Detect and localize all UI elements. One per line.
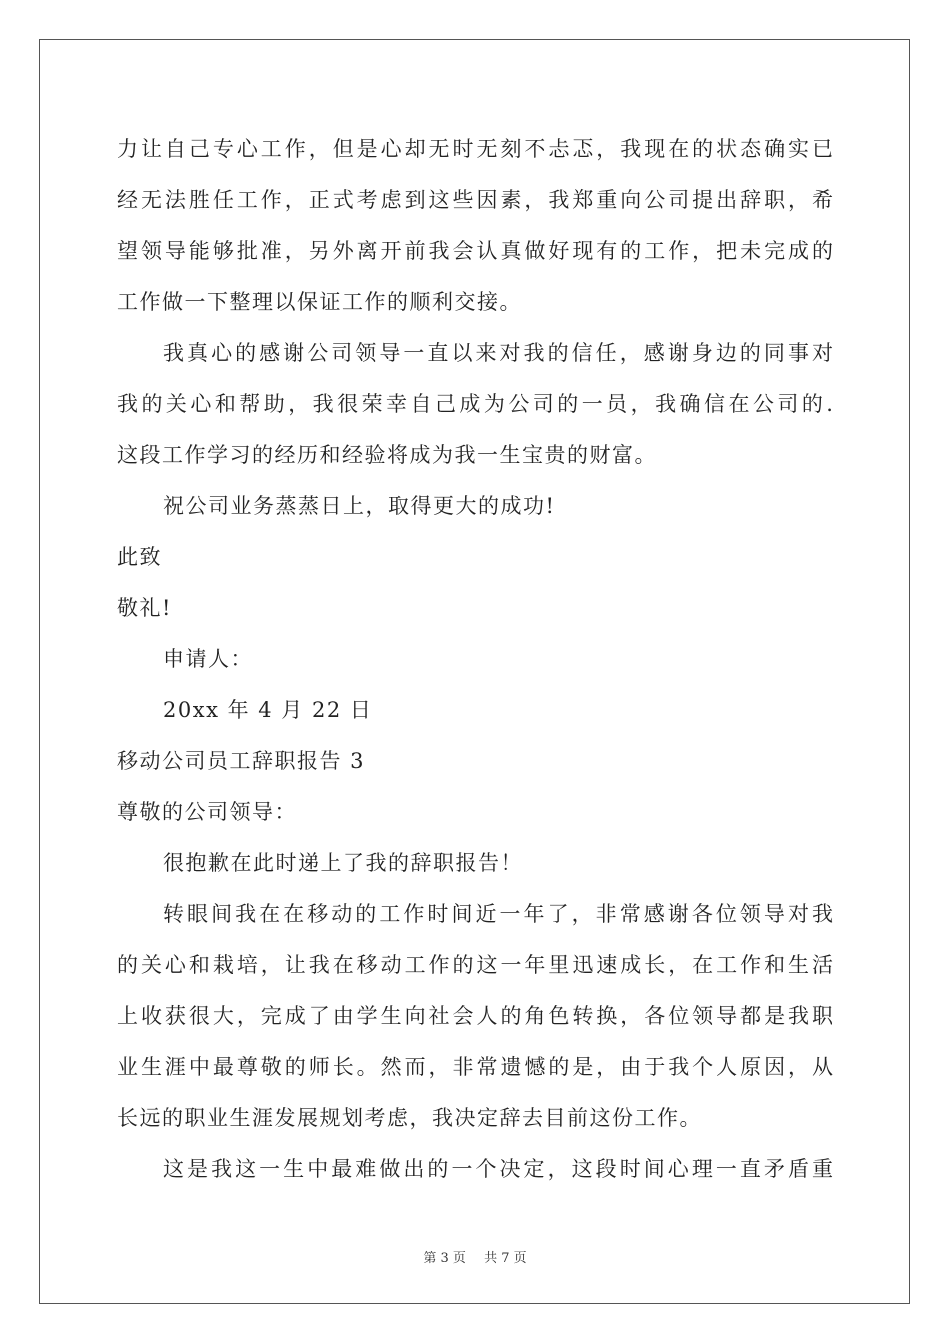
date-line: 20xx 年 4 月 22 日 xyxy=(163,698,373,722)
paragraph-line: 这段工作学习的经历和经验将成为我一生宝贵的财富。 xyxy=(117,443,657,467)
applicant-label: 申请人： xyxy=(163,647,253,671)
paragraph-line: 上收获很大，完成了由学生向社会人的角色转换，各位领导都是我职 xyxy=(117,1004,833,1028)
salutation-close: 此致 xyxy=(117,545,162,569)
paragraph-line: 我真心的感谢公司领导一直以来对我的信任，感谢身边的同事对 xyxy=(163,341,833,365)
closing-wish: 祝公司业务蒸蒸日上，取得更大的成功! xyxy=(163,494,556,518)
paragraph-line: 的关心和栽培，让我在移动工作的这一年里迅速成长，在工作和生活 xyxy=(117,953,833,977)
page-total: 共 7 页 xyxy=(484,1251,527,1266)
paragraph-line: 经无法胜任工作，正式考虑到这些因素，我郑重向公司提出辞职，希 xyxy=(117,188,833,212)
salutation-regards: 敬礼! xyxy=(117,596,172,620)
paragraph-line: 很抱歉在此时递上了我的辞职报告！ xyxy=(163,851,523,875)
page-number: 第 3 页 xyxy=(423,1251,466,1266)
paragraph-line: 我的关心和帮助，我很荣幸自己成为公司的一员，我确信在公司的. xyxy=(117,392,833,416)
paragraph-line: 工作做一下整理以保证工作的顺利交接。 xyxy=(117,290,522,314)
paragraph-line: 望领导能够批准，另外离开前我会认真做好现有的工作，把未完成的 xyxy=(117,239,833,263)
paragraph-line: 转眼间我在在移动的工作时间近一年了，非常感谢各位领导对我 xyxy=(163,902,833,926)
section-title: 移动公司员工辞职报告 3 xyxy=(117,749,366,773)
paragraph-line: 长远的职业生涯发展规划考虑，我决定辞去目前这份工作。 xyxy=(117,1106,702,1130)
document-body xyxy=(117,124,833,1195)
page-footer xyxy=(0,1247,950,1266)
letter-greeting: 尊敬的公司领导： xyxy=(117,800,297,824)
paragraph-line: 这是我这一生中最难做出的一个决定，这段时间心理一直矛盾重 xyxy=(163,1157,833,1181)
paragraph-line: 力让自己专心工作，但是心却无时无刻不忐忑，我现在的状态确实已 xyxy=(117,137,833,161)
paragraph-line: 业生涯中最尊敬的师长。然而，非常遗憾的是，由于我个人原因，从 xyxy=(117,1055,833,1079)
